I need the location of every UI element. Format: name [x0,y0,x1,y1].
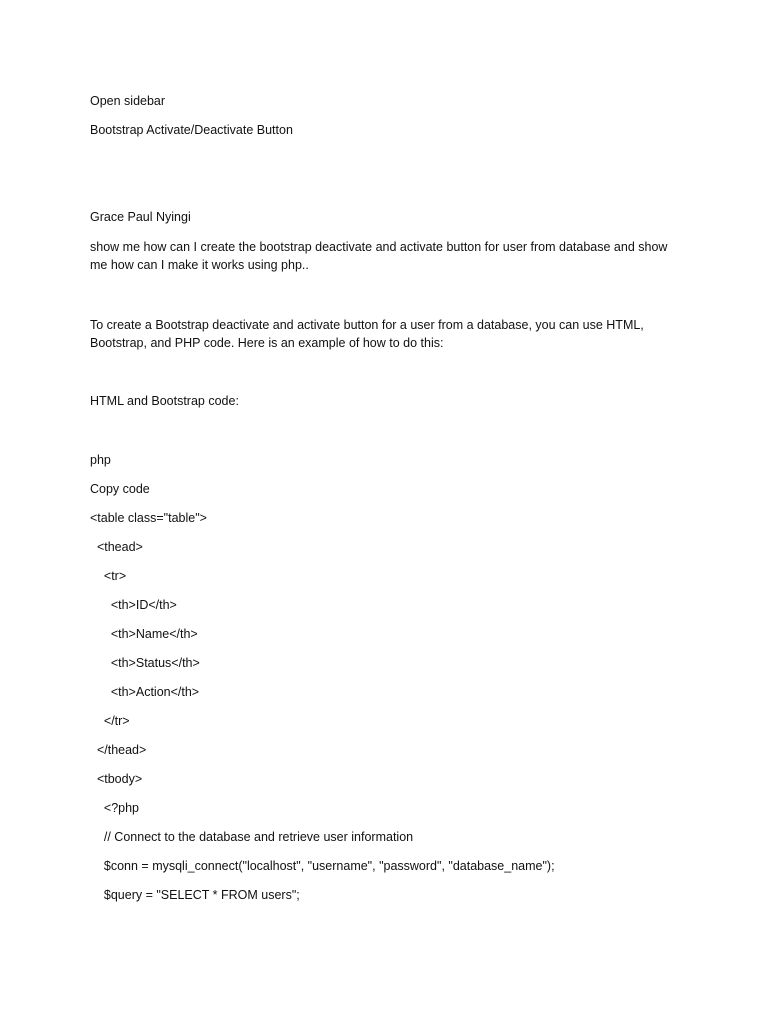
code-line: <th>ID</th> [90,598,177,612]
code-line: // Connect to the database and retrieve user information [90,830,414,844]
code-line: <thead> [90,540,143,554]
code-line: <?php [90,801,139,815]
code-line: $conn = mysqli_connect("localhost", "username", "password", "database_name"); [90,859,555,873]
code-line: <th>Name</th> [90,627,198,641]
chat-title: Bootstrap Activate/Deactivate Button [90,123,293,137]
code-line: <th>Action</th> [90,685,200,699]
section-heading: HTML and Bootstrap code: [90,394,239,408]
code-line: </thead> [90,743,147,757]
code-line: <tr> [90,569,127,583]
answer-intro: To create a Bootstrap deactivate and activate button for a user from a database, you can use HTML, Bootstrap, and PHP code. Here is an example of how to do this: [90,318,644,350]
copy-code-button[interactable]: Copy code [90,482,150,496]
code-line: <table class="table"> [90,511,207,525]
code-language-label: php [90,453,111,467]
code-line: $query = "SELECT * FROM users"; [90,888,300,902]
user-message: show me how can I create the bootstrap deactivate and activate button for user from database and show me how can I make it works using php.. [90,240,668,272]
open-sidebar-link[interactable]: Open sidebar [90,94,166,108]
code-line: <th>Status</th> [90,656,200,670]
code-line: <tbody> [90,772,143,786]
code-line: </tr> [90,714,130,728]
user-name: Grace Paul Nyingi [90,210,191,224]
